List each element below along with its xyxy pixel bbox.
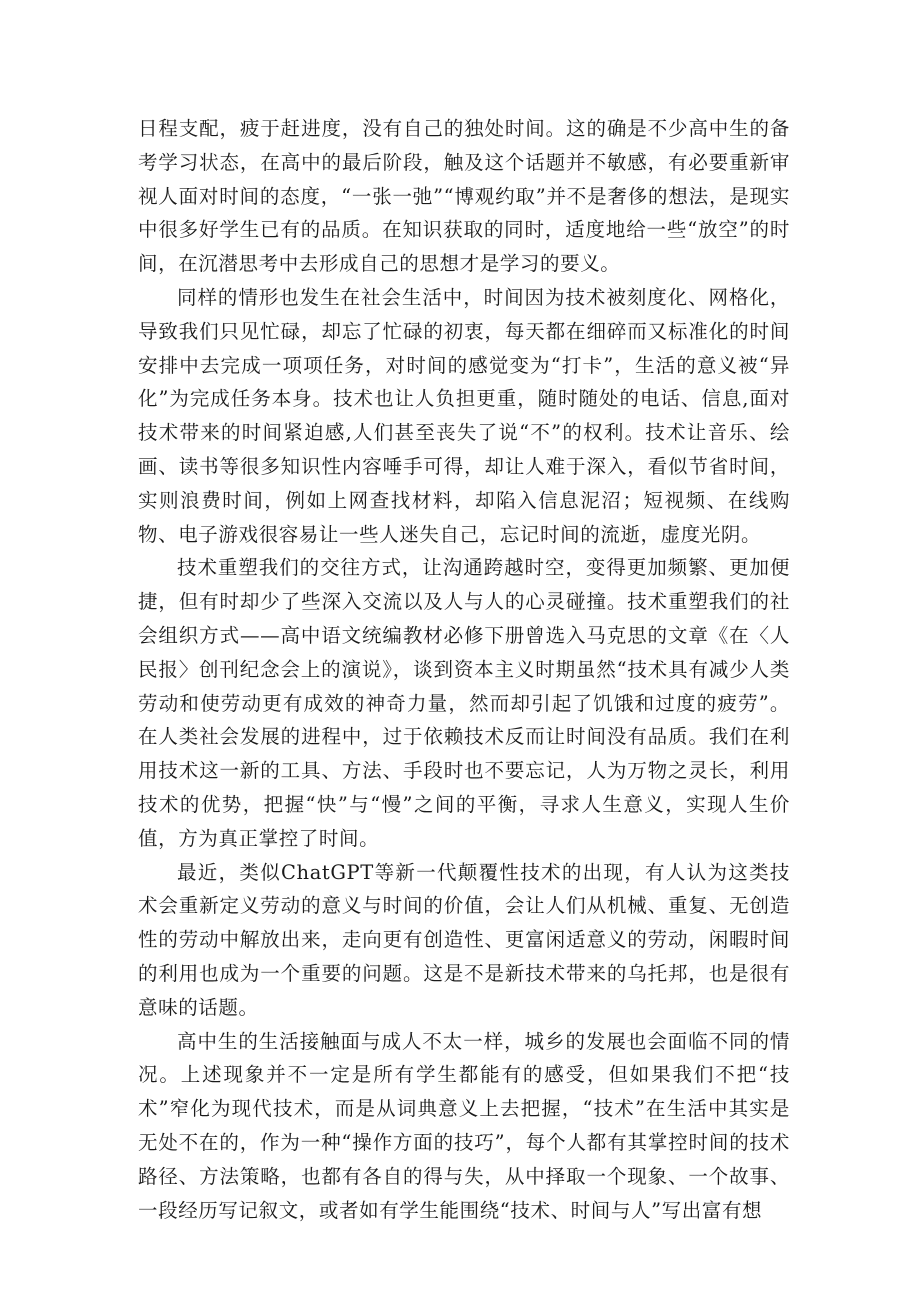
- document-page: [138, 112, 790, 1227]
- paragraph-4: 最近，类似ChatGPT等新一代颠覆性技术的出现，有人认为这类技术会重新定义劳动的意义与时间的价值，会让人们从机械、重复、无创造性的劳动中解放出来，走向更有创造性、更富闲适意义的劳动，闲暇时间的利用也成为一个重要的问题。这是不是新技术带来的乌托邦，也是很有意味的话题。: [138, 860, 790, 1019]
- paragraph-3: 技术重塑我们的交往方式，让沟通跨越时空，变得更加频繁、更加便捷，但有时却少了些深入交流以及人与人的心灵碰撞。技术重塑我们的社会组织方式——高中语文统编教材必修下册曾选入马克思的文章《在〈人民报〉创刊纪念会上的演说》，谈到资本主义时期虽然“技术具有减少人类劳动和使劳动更有成效的神奇力量，然而却引起了饥饿和过度的疲劳”。在人类社会发展的进程中，过于依赖技术反而让时间没有品质。我们在利用技术这一新的工具、方法、手段时也不要忘记，人为万物之灵长，利用技术的优势，把握“快”与“慢”之间的平衡，寻求人生意义，实现人生价值，方为真正掌控了时间。: [138, 556, 790, 850]
- paragraph-5: 高中生的生活接触面与成人不太一样，城乡的发展也会面临不同的情况。上述现象并不一定是所有学生都能有的感受，但如果我们不把“技术”窄化为现代技术，而是从词典意义上去把握，“技术”在生活中其实是无处不在的，作为一种“操作方面的技巧”，每个人都有其掌控时间的技术路径、方法策略，也都有各自的得与失，从中择取一个现象、一个故事、一段经历写记叙文，或者如有学生能围绕“技术、时间与人”写出富有想: [138, 1029, 790, 1222]
- paragraph-2: 同样的情形也发生在社会生活中，时间因为技术被刻度化、网格化，导致我们只见忙碌，却忘了忙碌的初衷，每天都在细碎而又标准化的时间安排中去完成一项项任务，对时间的感觉变为“打卡”，生活的意义被“异化”为完成任务本身。技术也让人负担更重，随时随处的电话、信息,面对技术带来的时间紧迫感,人们甚至丧失了说“不”的权利。技术让音乐、绘画、读书等很多知识性内容唾手可得，却让人难于深入，看似节省时间，实则浪费时间，例如上网查找材料，却陷入信息泥沼；短视频、在线购物、电子游戏很容易让一些人迷失自己，忘记时间的流逝，虚度光阴。: [138, 285, 790, 546]
- paragraph-1: 日程支配，疲于赶进度，没有自己的独处时间。这的确是不少高中生的备考学习状态，在高中的最后阶段，触及这个话题并不敏感，有必要重新审视人面对时间的态度，“一张一弛”“博观约取”并不是奢侈的想法，是现实中很多好学生已有的品质。在知识获取的同时，适度地给一些“放空”的时间，在沉潜思考中去形成自己的思想才是学习的要义。: [138, 117, 790, 276]
